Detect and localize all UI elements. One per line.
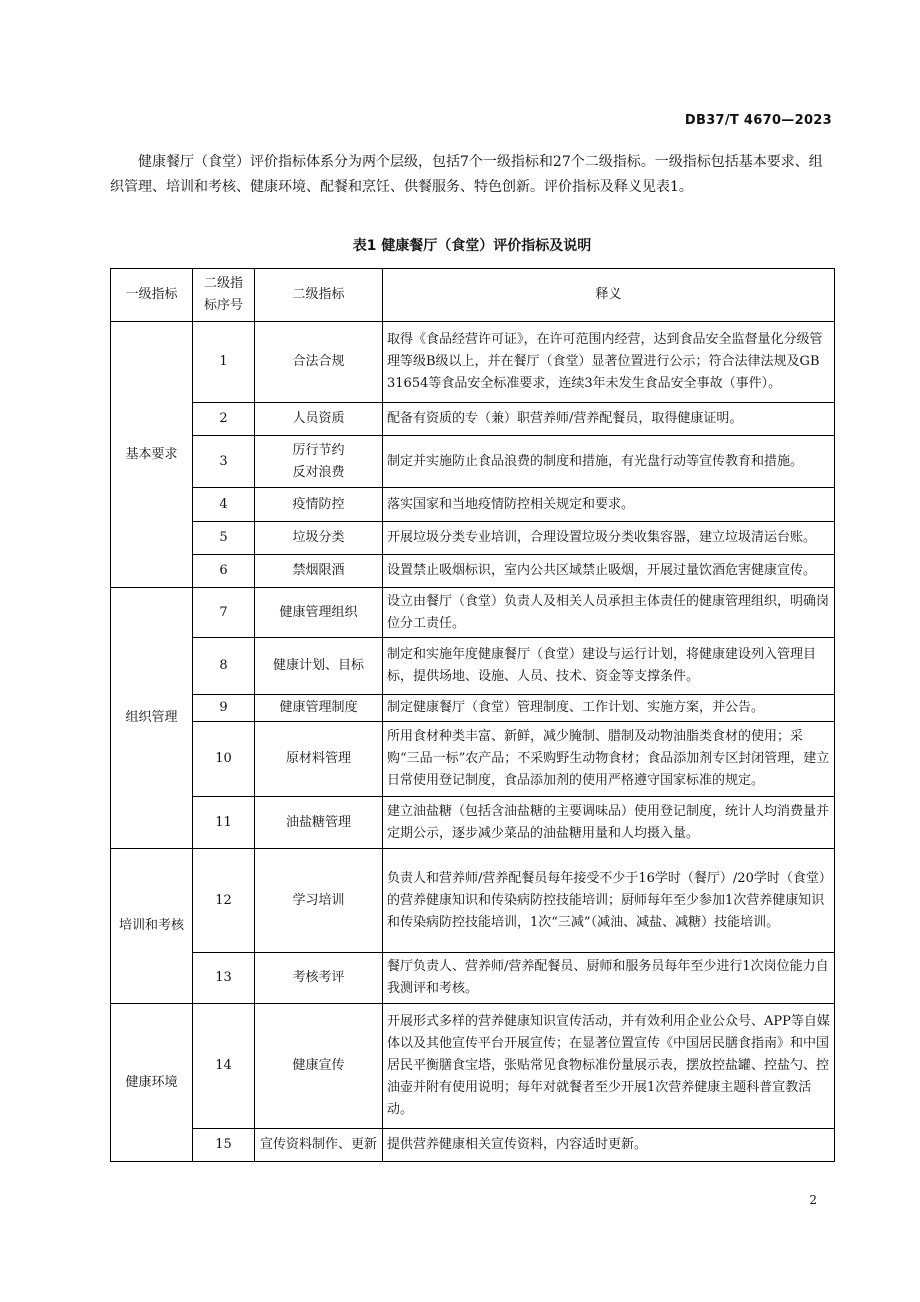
indicator-seq: 8 bbox=[193, 638, 255, 695]
level1-indicator: 基本要求 bbox=[111, 322, 193, 588]
level1-indicator: 组织管理 bbox=[111, 588, 193, 849]
table-row bbox=[111, 722, 835, 797]
level2-indicator: 健康计划、目标 bbox=[255, 638, 383, 695]
table-row bbox=[111, 488, 835, 522]
level2-indicator: 油盐糖管理 bbox=[255, 797, 383, 849]
level2-indicator: 疫情防控 bbox=[255, 488, 383, 522]
table-header-row bbox=[111, 269, 835, 322]
indicator-desc: 取得《食品经营许可证》，在许可范围内经营，达到食品安全监督量化分级管理等级B级以上，并在餐厅（食堂）显著位置进行公示；符合法律法规及GB 31654等食品安全标准要求，连续3年未发生食品安全事故（事件）。 bbox=[383, 322, 835, 403]
table-row bbox=[111, 322, 835, 403]
level2-indicator: 禁烟限酒 bbox=[255, 555, 383, 588]
header-level2: 二级指标 bbox=[255, 269, 383, 322]
indicator-desc: 开展垃圾分类专业培训，合理设置垃圾分类收集容器，建立垃圾清运台账。 bbox=[383, 522, 835, 555]
level2-indicator: 垃圾分类 bbox=[255, 522, 383, 555]
indicator-seq: 7 bbox=[193, 588, 255, 638]
level1-indicator: 健康环境 bbox=[111, 1004, 193, 1162]
table-row bbox=[111, 953, 835, 1004]
indicator-desc: 开展形式多样的营养健康知识宣传活动，并有效利用企业公众号、APP等自媒体以及其他宣传平台开展宣传；在显著位置宣传《中国居民膳食指南》和中国居民平衡膳食宝塔，张贴常见食物标准份量展示表，摆放控盐罐、控盐勺、控油壶并附有使用说明；每年对就餐者至少开展1次营养健康主题科普宣教活动。 bbox=[383, 1004, 835, 1129]
indicator-desc: 设置禁止吸烟标识，室内公共区域禁止吸烟，开展过量饮酒危害健康宣传。 bbox=[383, 555, 835, 588]
indicator-desc: 制定健康餐厅（食堂）管理制度、工作计划、实施方案，并公告。 bbox=[383, 695, 835, 722]
indicator-seq: 4 bbox=[193, 488, 255, 522]
table-row bbox=[111, 1129, 835, 1162]
indicator-seq: 5 bbox=[193, 522, 255, 555]
header-level1: 一级指标 bbox=[111, 269, 193, 322]
header-desc: 释义 bbox=[383, 269, 835, 322]
indicator-desc: 负责人和营养师/营养配餐员每年接受不少于16学时（餐厅）/20学时（食堂）的营养健康知识和传染病防控技能培训；厨师每年至少参加1次营养健康知识和传染病防控技能培训，1次“三减”（减油、减盐、减糖）技能培训。 bbox=[383, 849, 835, 953]
table-row bbox=[111, 849, 835, 953]
table-row bbox=[111, 522, 835, 555]
indicator-desc: 制定并实施防止食品浪费的制度和措施，有光盘行动等宣传教育和措施。 bbox=[383, 436, 835, 488]
indicator-seq: 10 bbox=[193, 722, 255, 797]
indicator-seq: 13 bbox=[193, 953, 255, 1004]
level2-indicator: 原材料管理 bbox=[255, 722, 383, 797]
indicator-seq: 12 bbox=[193, 849, 255, 953]
level2-indicator: 健康管理组织 bbox=[255, 588, 383, 638]
header-seq: 二级指标序号 bbox=[193, 269, 255, 322]
intro-paragraph: 健康餐厅（食堂）评价指标体系分为两个层级，包括7个一级指标和27个二级指标。一级指标包括基本要求、组织管理、培训和考核、健康环境、配餐和烹饪、供餐服务、特色创新。评价指标及释义见表1。 bbox=[110, 154, 823, 195]
table-row bbox=[111, 695, 835, 722]
indicator-table bbox=[110, 268, 835, 1162]
table-row bbox=[111, 588, 835, 638]
indicator-seq: 1 bbox=[193, 322, 255, 403]
level2-indicator: 考核考评 bbox=[255, 953, 383, 1004]
table-title: 表1 健康餐厅（食堂）评价指标及说明 bbox=[352, 238, 592, 254]
level2-indicator: 厉行节约 反对浪费 bbox=[255, 436, 383, 488]
indicator-desc: 设立由餐厅（食堂）负责人及相关人员承担主体责任的健康管理组织，明确岗位分工责任。 bbox=[383, 588, 835, 638]
indicator-seq: 11 bbox=[193, 797, 255, 849]
indicator-desc: 落实国家和当地疫情防控相关规定和要求。 bbox=[383, 488, 835, 522]
page-number: 2 bbox=[809, 1193, 817, 1207]
table-row bbox=[111, 436, 835, 488]
table-row bbox=[111, 403, 835, 436]
document-code: DB37/T 4670—2023 bbox=[684, 113, 832, 128]
table-row bbox=[111, 797, 835, 849]
indicator-seq: 9 bbox=[193, 695, 255, 722]
indicator-desc: 建立油盐糖（包括含油盐糖的主要调味品）使用登记制度，统计人均消费量并定期公示，逐步减少菜品的油盐糖用量和人均摄入量。 bbox=[383, 797, 835, 849]
level2-indicator: 健康宣传 bbox=[255, 1004, 383, 1129]
table-row bbox=[111, 555, 835, 588]
indicator-desc: 提供营养健康相关宣传资料，内容适时更新。 bbox=[383, 1129, 835, 1162]
level2-indicator: 健康管理制度 bbox=[255, 695, 383, 722]
level1-indicator: 培训和考核 bbox=[111, 849, 193, 1004]
indicator-seq: 3 bbox=[193, 436, 255, 488]
indicator-seq: 14 bbox=[193, 1004, 255, 1129]
indicator-seq: 6 bbox=[193, 555, 255, 588]
indicator-seq: 2 bbox=[193, 403, 255, 436]
indicator-seq: 15 bbox=[193, 1129, 255, 1162]
level2-indicator: 人员资质 bbox=[255, 403, 383, 436]
indicator-desc: 制定和实施年度健康餐厅（食堂）建设与运行计划，将健康建设列入管理目标，提供场地、设施、人员、技术、资金等支撑条件。 bbox=[383, 638, 835, 695]
level2-indicator: 宣传资料制作、更新 bbox=[255, 1129, 383, 1162]
table-row bbox=[111, 638, 835, 695]
level2-indicator: 合法合规 bbox=[255, 322, 383, 403]
level2-indicator: 学习培训 bbox=[255, 849, 383, 953]
table-row bbox=[111, 1004, 835, 1129]
indicator-desc: 所用食材种类丰富、新鲜，减少腌制、腊制及动物油脂类食材的使用；采购“三品一标”农产品；不采购野生动物食材；食品添加剂专区封闭管理，建立日常使用登记制度，食品添加剂的使用严格遵守国家标准的规定。 bbox=[383, 722, 835, 797]
indicator-desc: 配备有资质的专（兼）职营养师/营养配餐员，取得健康证明。 bbox=[383, 403, 835, 436]
indicator-desc: 餐厅负责人、营养师/营养配餐员、厨师和服务员每年至少进行1次岗位能力自我测评和考核。 bbox=[383, 953, 835, 1004]
